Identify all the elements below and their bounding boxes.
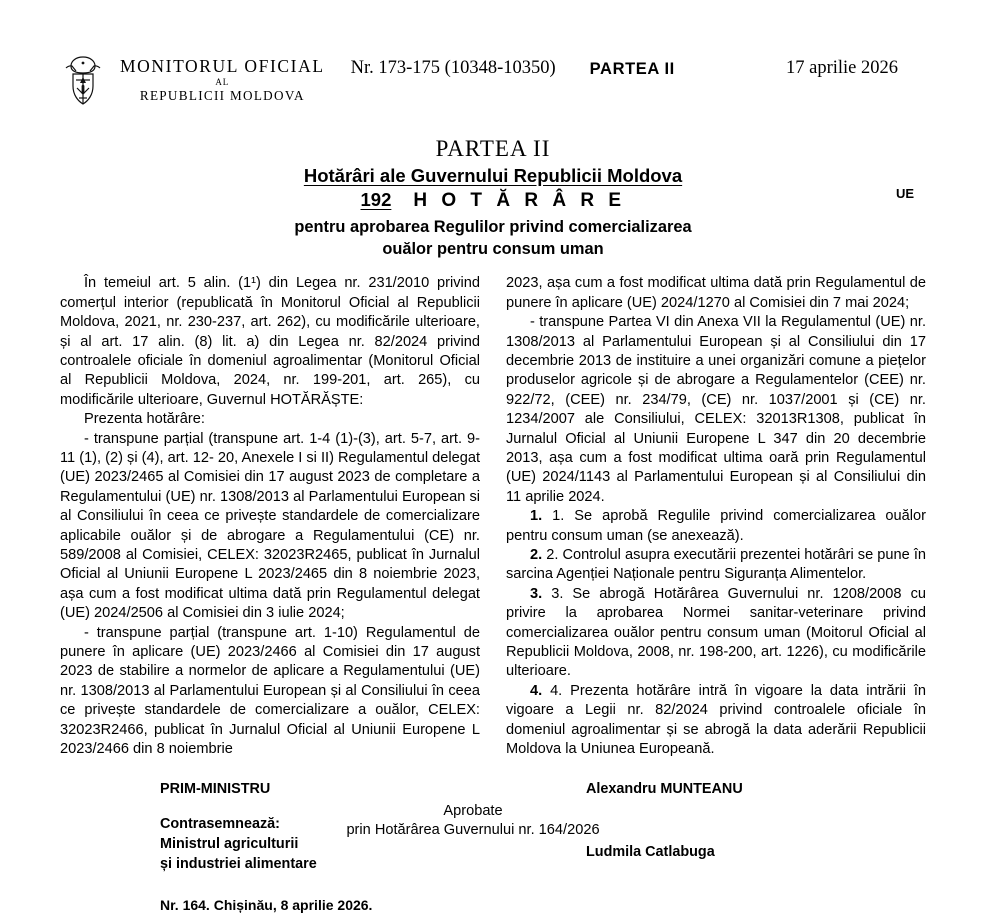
body-columns	[0, 260, 986, 759]
publication-name-line2: REPUBLICII MOLDOVA	[139, 87, 305, 103]
countersign-role-line1: Ministrul agriculturii	[160, 835, 299, 852]
footer	[0, 792, 986, 841]
numbered-paragraph	[506, 507, 926, 546]
paragraph-text: 2. Controlul asupra executării prezentei hotărâri se pune în sarcina Agenției Naționale pentru Siguranța Alimentelor.	[506, 546, 926, 583]
publication-name-al: AL	[215, 76, 230, 87]
approved-note	[0, 802, 986, 841]
publication-name	[120, 52, 325, 104]
issue-date: 17 aprilie 2026	[785, 58, 898, 78]
masthead-part-label: PARTEA II	[589, 60, 675, 78]
part-heading: PARTEA II	[435, 136, 551, 161]
paragraph: 2023, așa cum a fost modificat ultima dată prin Regulamentul de punere în aplicare (UE) 2024/1270 al Comisiei din 7 mai 2024;	[506, 275, 926, 311]
approved-line2: prin Hotărârea Guvernului nr. 164/2026	[346, 822, 600, 839]
paragraph-text: 3. Se abrogă Hotărârea Guvernului nr. 1208/2008 cu privire la aprobarea Normei sanitar-veterinare privind comercializarea ouălor pentru consum uman (Moitorul Oficial al Republicii Moldova, 2008, nr. 198-200, art. 1226), cu modificările ulterioare.	[506, 585, 926, 680]
decision-subtitle-line2: ouălor pentru consum uman	[382, 240, 604, 259]
paragraph: - transpune parțial (transpune art. 1-4 (1)-(3), art. 5-7, art. 9-11 (1), (2) și (4), art. 12- 20, Anexele I si II) Regulamentul delegat (UE) 2023/2465 al Comisiei din 17 august 2023 de completare a Regulamentului (UE) nr. 1308/2013 al Parlamentului European si al Consiliului în ceea ce privește standardele de comercializare aplicabile ouălor și de abrogare a Regulamentului (CE) nr. 589/2008 al Comisiei, CELEX: 32023R2465, publicat în Jurnalul Oficial al Uniunii Europene L 2023/2465 din 8 noiembrie 2023, așa cum a fost modificat ultima dată prin Regulamentul delegat (UE) 2024/2506 al Comisiei din 3 iulie 2024;	[60, 430, 480, 622]
paragraph: - transpune parțial (transpune art. 1-10) Regulamentul de punere în aplicare (UE) 2023/2466 al Comisiei din 17 august 2023 de stabilire a normelor de aplicare a Regulamentului (UE) nr. 1308/2013 al Parlamentului European și al Consiliului în ceea ce privește standardele de comercializare a ouălor, CELEX: 32023R2466, publicat în Jurnalul Oficial al Uniunii Europene L 2023/2466 din 8 noiembrie	[60, 624, 480, 758]
ue-badge: UE	[895, 186, 914, 201]
right-column	[506, 274, 926, 759]
paragraph-number: 4.	[530, 682, 543, 699]
decision-subtitle-line1: pentru aprobarea Regulilor privind comercializarea	[294, 218, 692, 236]
paragraph: - transpune Partea VI din Anexa VII la Regulamentul (UE) nr. 1308/2013 al Parlamentului European și al Consiliului din 17 decembrie 2013 de instituire a unei organizări comune a piețelor produselor agricole și de abrogare a Regulamentelor (CEE) nr. 922/72, (CEE) nr. 234/79, (CE) nr. 1037/2001 și (CE) nr. 1234/2007 ale Consiliului, CELEX: 32013R1308, publicat în Jurnalul Oficial al Uniunii Europene L 347 din 20 decembrie 2013, așa cum a fost modificat ultima oară prin Regulamentul (UE) 2024/1143 al Parlamentului European și al Consiliului din 11 aprilie 2024.	[506, 314, 926, 505]
paragraph-text: 4. Prezenta hotărâre intră în vigoare la data intrării în vigoare a Legii nr. 82/2024 privind controalele oficiale în domeniul agroalimentar și se abrogă la data aderării Republicii Moldova la Uniunea Europeană.	[506, 682, 926, 758]
paragraph-number: 3.	[530, 585, 543, 602]
decision-heading-row	[60, 189, 926, 212]
numbered-paragraph	[506, 585, 926, 682]
masthead	[0, 0, 986, 108]
prime-minister-name: Alexandru MUNTEANU	[586, 781, 743, 798]
place-and-date: Nr. 164. Chișinău, 8 aprilie 2026.	[160, 897, 373, 914]
decision-number: 192	[360, 189, 392, 210]
numbered-paragraph	[506, 546, 926, 585]
approved-line1: Aprobate	[443, 802, 503, 819]
numbered-paragraph	[506, 682, 926, 760]
paragraph: Prezenta hotărâre:	[84, 411, 205, 428]
paragraph: În temeiul art. 5 alin. (1¹) din Legea nr. 231/2010 privind comerțul interior (republicată în Monitorul Oficial al Republicii Moldova, 2021, nr. 230-237, art. 262), cu modificările ulterioare, și al art. 17 alin. (8) lit. a) din Legea nr. 82/2024 privind controalele oficiale în domeniul agroalimentar (Monitorul Oficial al Republicii Moldova, 2024, nr. 199-201, art. 265), cu modificările ulterioare, Guvernul HOTĂRĂȘTE:	[60, 275, 480, 408]
paragraph-number: 1.	[530, 508, 543, 525]
decision-word: H O T Ă R Â R E	[413, 190, 626, 211]
authority-heading: Hotărâri ale Guvernului Republicii Moldova	[303, 165, 683, 186]
prime-minister-label: PRIM-MINISTRU	[160, 781, 271, 798]
moldova-coat-of-arms-icon	[60, 54, 106, 108]
title-block	[0, 136, 986, 260]
countersign-label: Contrasemnează:	[160, 815, 280, 832]
paragraph-text: 1. Se aprobă Regulile privind comercializarea ouălor pentru consum uman (se anexează).	[506, 508, 926, 544]
countersign-role-line2: și industriei alimentare	[160, 855, 317, 872]
paragraph-number: 2.	[530, 546, 543, 563]
issue-number: Nr. 173-175 (10348-10350)	[350, 58, 556, 78]
publication-name-line1: MONITORUL OFICIAL	[120, 56, 325, 76]
decision-subtitle	[60, 216, 926, 260]
minister-name: Ludmila Catlabuga	[586, 843, 715, 860]
left-column	[60, 274, 480, 759]
